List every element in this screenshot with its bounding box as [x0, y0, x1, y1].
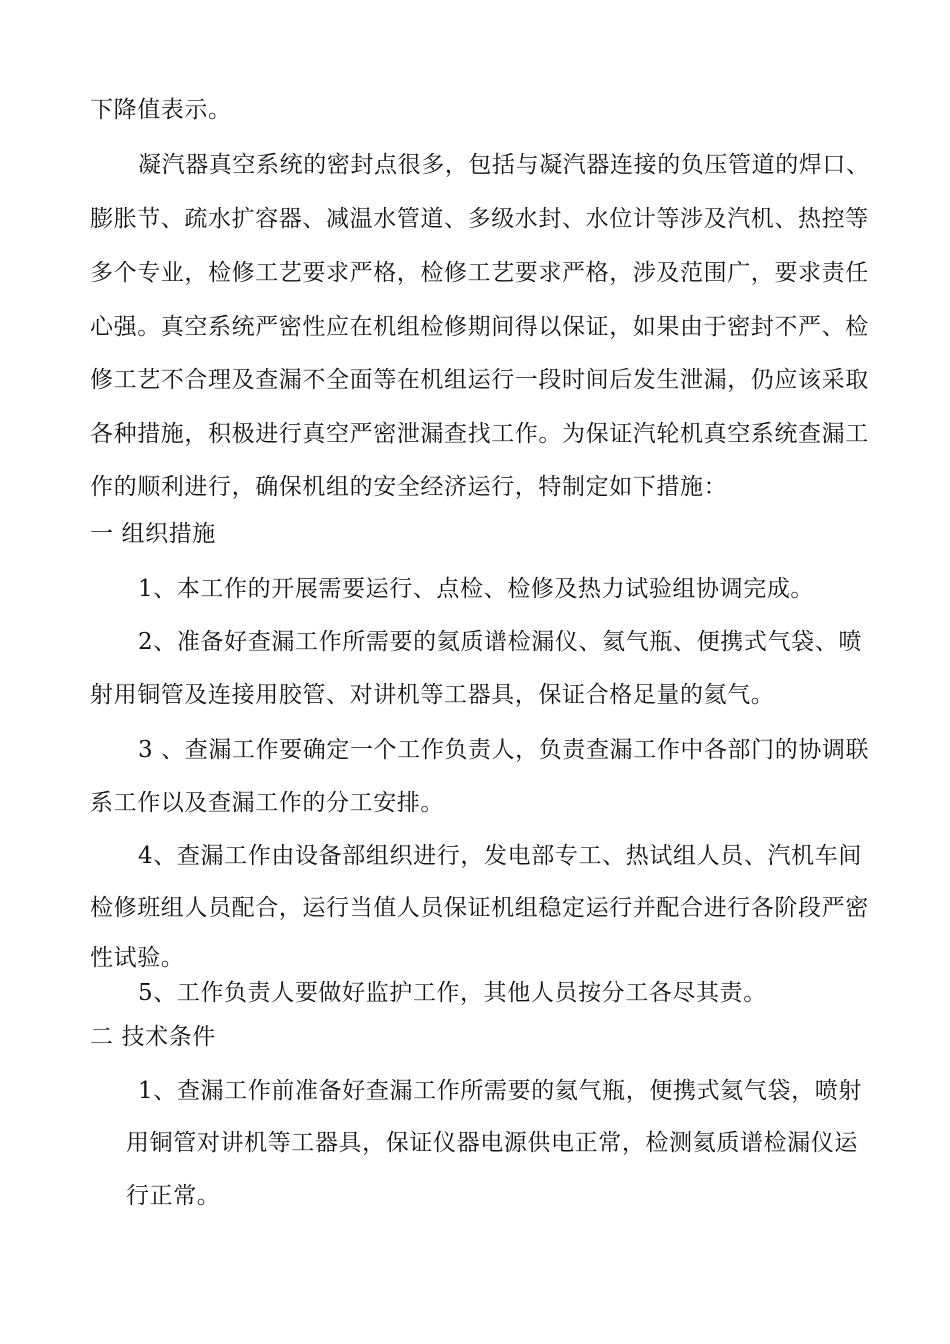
list-item-3-line-1: 3 、查漏工作要确定一个工作负责人，负责查漏工作中各部门的协调联 [138, 737, 870, 763]
paragraph-intro-line-3: 多个专业，检修工艺要求严格，检修工艺要求严格，涉及范围广，要求责任 [90, 260, 869, 286]
tech-item-1-line-3: 行正常。 [126, 1183, 221, 1209]
list-item-4-line-1: 4、查漏工作由设备部组织进行，发电部专工、热试组人员、汽机车间 [138, 843, 862, 869]
list-item-3-line-2: 系工作以及查漏工作的分工安排。 [90, 790, 444, 816]
list-item-4-line-2: 检修班组人员配合，运行当值人员保证机组稳定运行并配合进行各阶段严密 [90, 895, 869, 921]
paragraph-intro-line-5: 修工艺不合理及查漏不全面等在机组运行一段时间后发生泄漏，仍应该采取 [90, 367, 869, 393]
list-item-5: 5、工作负责人要做好监护工作，其他人员按分工各尽其责。 [138, 980, 767, 1006]
list-item-4-line-3: 性试验。 [90, 945, 185, 971]
paragraph-intro-line-6: 各种措施，积极进行真空严密泄漏查找工作。为保证汽轮机真空系统查漏工 [90, 421, 869, 447]
section-heading-organization: 一 组织措施 [90, 521, 216, 547]
paragraph-intro-line-4: 心强。真空系统严密性应在机组检修期间得以保证，如果由于密封不严、检 [90, 314, 869, 340]
list-item-1: 1、本工作的开展需要运行、点检、检修及热力试验组协调完成。 [138, 576, 815, 602]
paragraph-intro-line-7: 作的顺利进行，确保机组的安全经济运行，特制定如下措施： [90, 474, 728, 500]
tech-item-1-line-2: 用铜管对讲机等工器具，保证仪器电源供电正常，检测氦质谱检漏仪运 [126, 1130, 858, 1156]
list-item-2-line-2: 射用铜管及连接用胶管、对讲机等工器具，保证合格足量的氦气。 [90, 682, 775, 708]
text-line-continuation: 下降值表示。 [90, 97, 232, 123]
tech-item-1-line-1: 1、查漏工作前准备好查漏工作所需要的氦气瓶，便携式氦气袋，喷射 [138, 1078, 862, 1104]
section-heading-technical: 二 技术条件 [90, 1024, 216, 1050]
paragraph-intro-line-2: 膨胀节、疏水扩容器、减温水管道、多级水封、水位计等涉及汽机、热控等 [90, 206, 869, 232]
paragraph-intro-line-1: 凝汽器真空系统的密封点很多，包括与凝汽器连接的负压管道的焊口、 [138, 152, 870, 178]
list-item-2-line-1: 2、准备好查漏工作所需要的氦质谱检漏仪、氦气瓶、便携式气袋、喷 [138, 629, 862, 655]
